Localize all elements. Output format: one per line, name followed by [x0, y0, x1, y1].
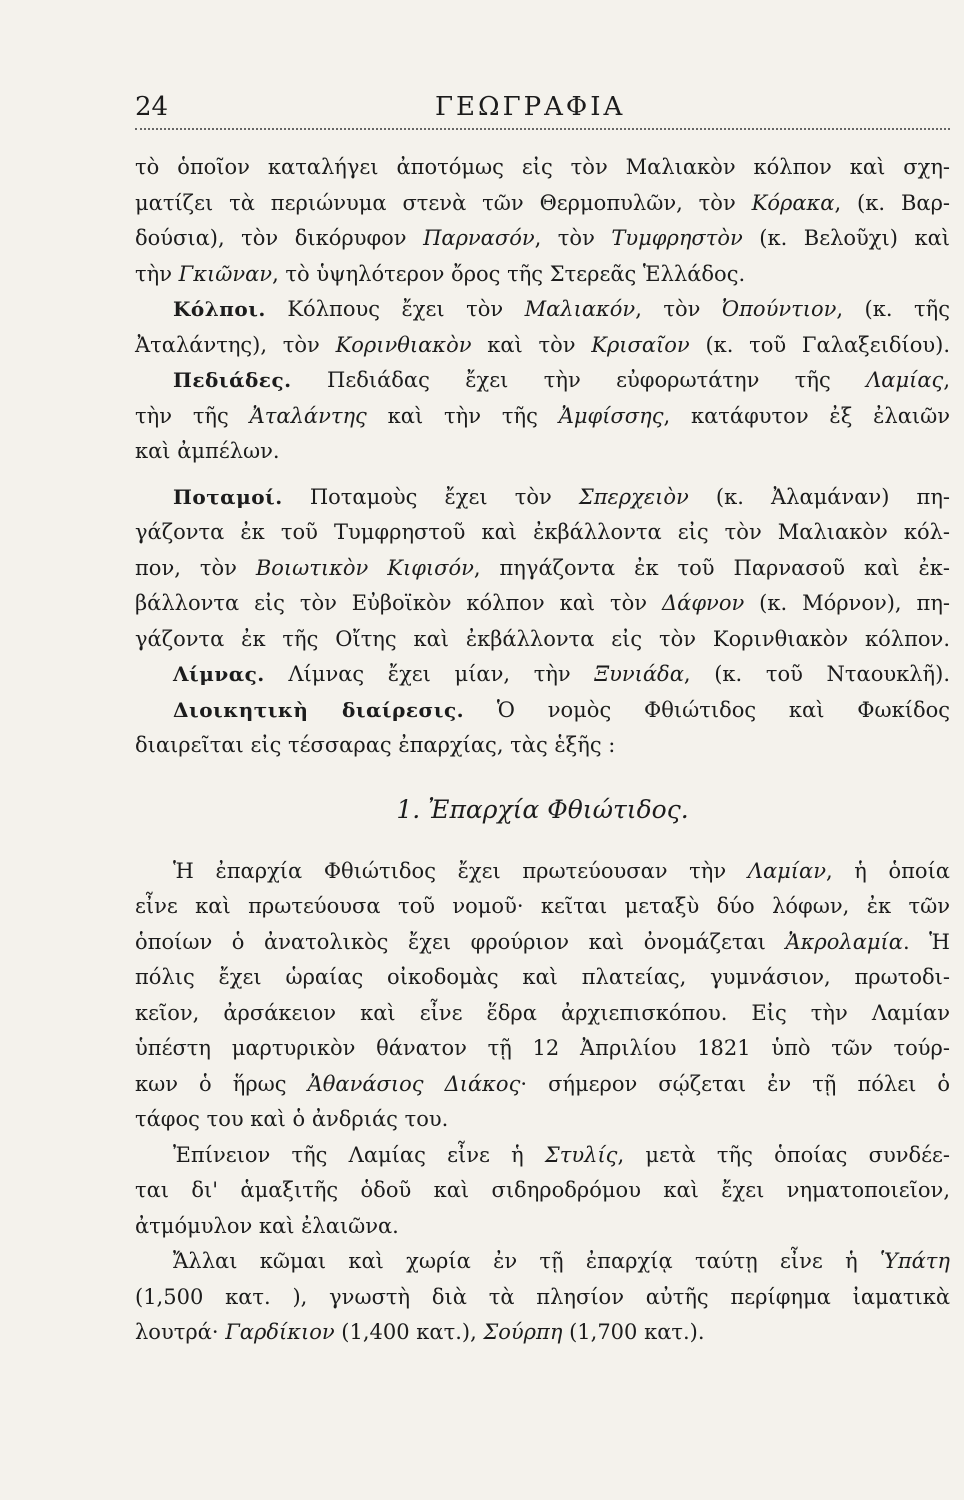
text-segment: Ὁ νομὸς Φθιώτιδος καὶ Φωκίδος: [464, 697, 950, 722]
italic-name: Ξυνιάδα: [594, 662, 684, 686]
italic-name: Παρνασόν: [423, 226, 535, 250]
italic-name: Βοιωτικὸν Κιφισόν: [255, 555, 474, 580]
text-line: [135, 150, 950, 186]
text-segment: , ἡ ὁποία: [825, 858, 950, 883]
text-segment: ,: [943, 368, 950, 392]
text-segment: κεῖον, ἀρσάκειον καὶ εἶνε ἕδρα ἀρχιεπισκόπου. Εἰς τὴν Λαμίαν: [135, 1000, 950, 1025]
text-segment: κων ὁ ἥρως: [135, 1071, 308, 1096]
text-segment: τὸ ὁποῖον καταλήγει ἀποτόμως εἰς τὸν Μαλιακὸν κόλπον καὶ σχη-: [135, 155, 950, 179]
text-line: [135, 996, 950, 1032]
italic-name: Ἀταλάντης: [249, 403, 367, 428]
italic-name: Κόρακα: [751, 190, 835, 215]
text-segment: (κ. Μόρνον), πη-: [744, 591, 950, 615]
text-line: [135, 925, 950, 961]
side-heading: Πεδιάδες.: [173, 368, 292, 392]
text-segment: Ποταμοὺς ἔχει τὸν: [282, 484, 579, 509]
text-segment: λουτρά·: [135, 1320, 226, 1344]
text-line: [135, 257, 950, 293]
text-segment: . Ἡ: [902, 929, 950, 954]
text-segment: · σήμερον σῴζεται ἐν τῇ πόλει ὁ: [520, 1071, 950, 1096]
text-segment: τὴν: [135, 261, 179, 286]
text-line: [135, 551, 950, 587]
text-line: [135, 328, 950, 364]
side-heading: Κόλποι.: [173, 297, 266, 321]
text-line: [135, 960, 950, 996]
italic-name: Μαλιακόν: [524, 297, 636, 321]
text-segment: (κ. Βελοῦχι) καὶ: [742, 226, 950, 250]
text-segment: , (κ. τοῦ Νταουκλῆ).: [683, 662, 950, 686]
text-segment: καὶ τὸν: [471, 332, 592, 357]
italic-name: Λαμίας: [866, 368, 944, 392]
text-line: [135, 363, 950, 399]
side-heading: Διοικητικὴ διαίρεσις.: [173, 697, 465, 722]
text-line: [135, 1031, 950, 1067]
text-segment: , (κ. τῆς: [836, 297, 950, 321]
text-line: [135, 434, 950, 470]
text-segment: βάλλοντα εἰς τὸν Εὐβοϊκὸν κόλπον καὶ τὸν: [135, 591, 662, 615]
text-segment: ματίζει τὰ περιώνυμα στενὰ τῶν Θερμοπυλῶν, τὸν: [135, 190, 752, 215]
text-line: [135, 1244, 950, 1280]
text-segment: πόλις ἔχει ὡραίας οἰκοδομὰς καὶ πλατείας, γυμνάσιον, πρωτοδι-: [135, 965, 950, 989]
text-segment: (1,400 κατ.),: [334, 1320, 484, 1344]
text-segment: Πεδιάδας ἔχει τὴν εὐφορωτάτην τῆς: [291, 368, 867, 392]
italic-name: Κορινθιακὸν: [335, 332, 472, 357]
text-line: [135, 480, 950, 516]
text-line: [135, 1209, 950, 1245]
text-segment: Ἄλλαι κῶμαι καὶ χωρία ἐν τῇ ἐπαρχίᾳ ταύτῃ εἶνε ἡ: [173, 1249, 880, 1273]
text-segment: καὶ τὴν τῆς: [366, 403, 559, 428]
side-heading: Λίμνας.: [173, 662, 265, 686]
text-segment: (1,700 κατ.).: [562, 1320, 705, 1344]
italic-name: Τυμφρηστὸν: [611, 226, 743, 250]
italic-name: Γαρδίκιον: [225, 1320, 335, 1344]
text-segment: , τὸν: [534, 226, 612, 250]
text-segment: Ἀταλάντης), τὸν: [135, 332, 336, 357]
page-number: 24: [135, 92, 169, 122]
text-segment: γάζοντα ἐκ τοῦ Τυμφρηστοῦ καὶ ἐκβάλλοντα εἰς τὸν Μαλιακὸν κόλ-: [135, 520, 950, 544]
text-line: [135, 1102, 950, 1138]
text-line: [135, 657, 950, 693]
text-segment: (κ. Ἀλαμάναν) πη-: [688, 484, 950, 509]
text-segment: Ἐπίνειον τῆς Λαμίας εἶνε ἡ: [173, 1142, 545, 1167]
italic-name: Ἀκρολαμία: [785, 929, 903, 954]
text-segment: τάφος του καὶ ὁ ἀνδριάς του.: [135, 1107, 449, 1131]
italic-name: Σπερχειὸν: [578, 484, 689, 509]
text-segment: , (κ. Βαρ-: [834, 190, 951, 215]
running-title: ΓΕΩΓΡΑΦΙΑ: [435, 92, 626, 122]
text-line: [135, 889, 950, 925]
text-segment: ἀτμόμυλον καὶ ἐλαιῶνα.: [135, 1213, 399, 1238]
text-segment: διαιρεῖται εἰς τέσσαρας ἐπαρχίας, τὰς ἑξῆς :: [135, 733, 616, 757]
italic-name: Στυλίς: [544, 1142, 618, 1167]
italic-name: Σούρπη: [483, 1320, 563, 1344]
text-line: [135, 1173, 950, 1209]
text-line: [135, 1315, 950, 1351]
text-segment: , μετὰ τῆς ὁποίας συνδέε-: [617, 1142, 950, 1167]
text-segment: πον, τὸν: [135, 555, 256, 580]
text-segment: εἶνε καὶ πρωτεύουσα τοῦ νομοῦ· κεῖται μεταξὺ δύο λόφων, ἐκ τῶν: [135, 894, 950, 918]
section-heading: 1. Ἐπαρχία Φθιώτιδος.: [396, 794, 689, 824]
text-line: [135, 728, 950, 764]
text-segment: , τὸν: [635, 297, 722, 321]
text-segment: Λίμνας ἔχει μίαν, τὴν: [264, 662, 595, 686]
italic-name: Λαμίαν: [747, 858, 826, 883]
italic-name: Ἀθανάσιος Διάκος: [307, 1071, 521, 1096]
text-segment: Κόλπους ἔχει τὸν: [265, 297, 525, 321]
text-segment: , τὸ ὑψηλότερον ὄρος τῆς Στερεᾶς Ἑλλάδος.: [272, 261, 746, 286]
text-segment: ὑπέστη μαρτυρικὸν θάνατον τῇ 12 Ἀπριλίου 1821 ὑπὸ τῶν τούρ-: [135, 1036, 950, 1060]
header-rule: [135, 128, 950, 130]
page-header: [135, 92, 945, 124]
text-segment: γάζοντα ἐκ τῆς Οἴτης καὶ ἐκβάλλοντα εἰς τὸν Κορινθιακὸν κόλπον.: [135, 626, 950, 651]
text-segment: τὴν τῆς: [135, 403, 250, 428]
text-line: [135, 693, 950, 729]
text-line: [135, 1067, 950, 1103]
text-block-phthiotis: [135, 854, 950, 1351]
text-line: [135, 186, 950, 222]
italic-name: Κρισαῖον: [591, 332, 690, 357]
text-segment: καὶ ἀμπέλων.: [135, 439, 280, 463]
text-line: [135, 221, 950, 257]
text-segment: (1,500 κατ. ), γνωστὴ διὰ τὰ πλησίον αὐτῆς περίφημα ἰαματικὰ: [135, 1284, 950, 1309]
text-segment: ται δι' ἁμαξιτῆς ὁδοῦ καὶ σιδηροδρόμου καὶ ἔχει νηματοποιεῖον,: [135, 1178, 950, 1202]
text-segment: ὁποίων ὁ ἀνατολικὸς ἔχει φρούριον καὶ ὀνομάζεται: [135, 929, 786, 954]
text-line: [135, 854, 950, 890]
text-line: [135, 515, 950, 551]
text-line: [135, 586, 950, 622]
page-body: [135, 150, 950, 1351]
italic-name: Δάφνον: [662, 591, 745, 615]
text-line: [135, 1280, 950, 1316]
text-block-geography: [135, 150, 950, 764]
text-segment: , κατάφυτον ἐξ ἐλαιῶν: [663, 403, 950, 428]
text-segment: , πηγάζοντα ἐκ τοῦ Παρνασοῦ καὶ ἐκ-: [473, 555, 950, 580]
text-line: [135, 1138, 950, 1174]
italic-name: Ὀπούντιον: [721, 297, 837, 321]
italic-name: Ὑπάτη: [879, 1249, 950, 1273]
text-line: [135, 622, 950, 658]
side-heading: Ποταμοί.: [173, 484, 283, 509]
text-segment: Ἡ ἐπαρχία Φθιώτιδος ἔχει πρωτεύουσαν τὴν: [173, 858, 748, 883]
italic-name: Γκιῶναν: [178, 261, 273, 286]
italic-name: Ἀμφίσσης: [558, 403, 664, 428]
text-line: [135, 292, 950, 328]
text-segment: (κ. τοῦ Γαλαξειδίου).: [689, 332, 951, 357]
text-segment: δούσια), τὸν δικόρυφον: [135, 226, 424, 250]
text-line: [135, 399, 950, 435]
